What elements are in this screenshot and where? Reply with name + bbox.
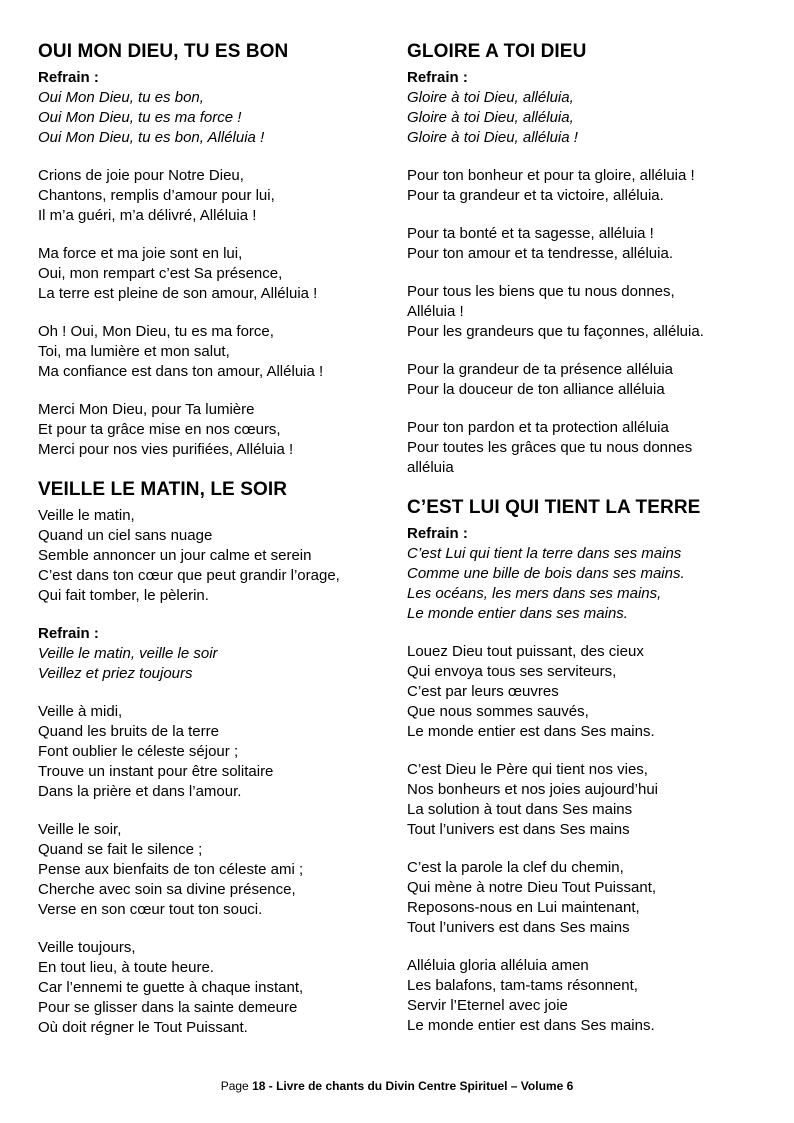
song [38, 478, 390, 1038]
lyric-line: Où doit régner le Tout Puissant. [38, 1019, 248, 1036]
lyric-line: alléluia [407, 459, 454, 476]
song-title: C’EST LUI QUI TIENT LA TERRE [407, 497, 701, 518]
footer-page-number: 18 [252, 1079, 266, 1093]
lyric-line: Alléluia gloria alléluia amen [407, 957, 589, 974]
song-title: GLOIRE A TOI DIEU [407, 41, 587, 62]
stanza [407, 956, 767, 1036]
refrain-label: Refrain : [38, 625, 99, 642]
refrain [407, 524, 767, 624]
lyric-line: Les balafons, tam-tams résonnent, [407, 977, 638, 994]
song [38, 40, 390, 460]
refrain-label: Refrain : [38, 69, 99, 86]
song [407, 40, 767, 478]
lyric-line: Pour ta bonté et ta sagesse, alléluia ! [407, 225, 654, 242]
lyric-line: Veillez et priez toujours [38, 665, 193, 682]
lyric-line: C’est Dieu le Père qui tient nos vies, [407, 761, 648, 778]
lyric-line: Trouve un instant pour être solitaire [38, 763, 274, 780]
stanza [407, 418, 767, 478]
lyric-line: Veille toujours, [38, 939, 136, 956]
footer-book-title: - Livre de chants du Divin Centre Spirituel – Volume 6 [265, 1079, 574, 1093]
stanza [407, 166, 767, 206]
lyric-line: Gloire à toi Dieu, alléluia, [407, 89, 574, 106]
lyric-line: Gloire à toi Dieu, alléluia, [407, 109, 574, 126]
lyric-line: Alléluia ! [407, 303, 464, 320]
lyric-line: Pour la grandeur de ta présence alléluia [407, 361, 674, 378]
lyric-line: Le monde entier est dans Ses mains. [407, 723, 655, 740]
lyric-line: Chantons, remplis d’amour pour lui, [38, 187, 275, 204]
lyric-line: Servir l’Eternel avec joie [407, 997, 568, 1014]
right-column [407, 40, 767, 1054]
footer-prefix: Page [220, 1079, 253, 1093]
stanza [38, 322, 390, 382]
lyric-line: Le monde entier est dans Ses mains. [407, 1017, 655, 1034]
lyric-line: Quand se fait le silence ; [38, 841, 203, 858]
lyric-line: Veille à midi, [38, 703, 123, 720]
lyric-line: Quand les bruits de la terre [38, 723, 219, 740]
lyric-line: C’est par leurs œuvres [407, 683, 559, 700]
lyric-line: Dans la prière et dans l’amour. [38, 783, 242, 800]
lyric-line: Verse en son cœur tout ton souci. [38, 901, 263, 918]
refrain-label: Refrain : [407, 69, 468, 86]
lyric-line: C’est la parole la clef du chemin, [407, 859, 624, 876]
lyric-line: Veille le matin, [38, 507, 135, 524]
lyric-line: Oui Mon Dieu, tu es bon, Alléluia ! [38, 129, 265, 146]
lyric-line: Merci pour nos vies purifiées, Alléluia ! [38, 441, 294, 458]
stanza [38, 244, 390, 304]
song-title: OUI MON DIEU, TU ES BON [38, 41, 289, 62]
lyric-line: C’est dans ton cœur que peut grandir l’orage, [38, 567, 340, 584]
stanza [38, 702, 390, 802]
stanza [407, 858, 767, 938]
lyric-line: Oui Mon Dieu, tu es ma force ! [38, 109, 242, 126]
lyric-line: Le monde entier dans ses mains. [407, 605, 628, 622]
lyric-line: Car l’ennemi te guette à chaque instant, [38, 979, 304, 996]
lyric-line: Pour ta grandeur et ta victoire, alléluia. [407, 187, 664, 204]
left-column [38, 40, 390, 1056]
lyric-line: Pour toutes les grâces que tu nous donnes [407, 439, 693, 456]
lyric-line: Pour ton pardon et ta protection alléluia [407, 419, 669, 436]
lyric-line: Comme une bille de bois dans ses mains. [407, 565, 685, 582]
lyric-line: Toi, ma lumière et mon salut, [38, 343, 230, 360]
stanza [38, 400, 390, 460]
stanza [407, 642, 767, 742]
lyric-line: Pour ton amour et ta tendresse, alléluia. [407, 245, 673, 262]
lyric-line: Que nous sommes sauvés, [407, 703, 589, 720]
stanza [38, 166, 390, 226]
lyric-line: Qui fait tomber, le pèlerin. [38, 587, 209, 604]
lyric-line: Qui mène à notre Dieu Tout Puissant, [407, 879, 657, 896]
lyric-line: Pour les grandeurs que tu façonnes, alléluia. [407, 323, 704, 340]
lyric-line: Tout l’univers est dans Ses mains [407, 919, 630, 936]
stanza [407, 282, 767, 342]
song-title: VEILLE LE MATIN, LE SOIR [38, 479, 288, 500]
page-footer [0, 1078, 794, 1094]
lyric-line: Ma confiance est dans ton amour, Alléluia ! [38, 363, 324, 380]
lyric-line: Pour la douceur de ton alliance alléluia [407, 381, 665, 398]
lyric-line: En tout lieu, à toute heure. [38, 959, 214, 976]
lyric-line: La solution à tout dans Ses mains [407, 801, 633, 818]
lyric-line: Oh ! Oui, Mon Dieu, tu es ma force, [38, 323, 274, 340]
stanza [38, 938, 390, 1038]
lyric-line: Reposons-nous en Lui maintenant, [407, 899, 640, 916]
song [407, 496, 767, 1036]
lyric-line: Crions de joie pour Notre Dieu, [38, 167, 244, 184]
stanza [38, 820, 390, 920]
lyric-line: Il m’a guéri, m’a délivré, Alléluia ! [38, 207, 257, 224]
refrain [407, 68, 767, 148]
stanza [407, 224, 767, 264]
lyric-line: Qui envoya tous ses serviteurs, [407, 663, 617, 680]
lyric-line: Veille le matin, veille le soir [38, 645, 218, 662]
lyric-line: Louez Dieu tout puissant, des cieux [407, 643, 644, 660]
lyric-line: Pour se glisser dans la sainte demeure [38, 999, 298, 1016]
lyric-line: Tout l’univers est dans Ses mains [407, 821, 630, 838]
lyric-line: Les océans, les mers dans ses mains, [407, 585, 662, 602]
lyric-line: Cherche avec soin sa divine présence, [38, 881, 296, 898]
lyric-line: Nos bonheurs et nos joies aujourd’hui [407, 781, 658, 798]
lyric-line: Pour ton bonheur et pour ta gloire, alléluia ! [407, 167, 695, 184]
refrain [38, 624, 390, 684]
lyric-line: Pense aux bienfaits de ton céleste ami ; [38, 861, 304, 878]
refrain-label: Refrain : [407, 525, 468, 542]
lyric-line: La terre est pleine de son amour, Alléluia ! [38, 285, 318, 302]
lyric-line: Et pour ta grâce mise en nos cœurs, [38, 421, 281, 438]
lyric-line: Ma force et ma joie sont en lui, [38, 245, 243, 262]
stanza [407, 360, 767, 400]
lyric-line: Oui Mon Dieu, tu es bon, [38, 89, 204, 106]
lyric-line: Oui, mon rempart c’est Sa présence, [38, 265, 283, 282]
lyric-line: Veille le soir, [38, 821, 122, 838]
refrain [38, 68, 390, 148]
lyric-line: Font oublier le céleste séjour ; [38, 743, 239, 760]
stanza [407, 760, 767, 840]
lyric-line: Merci Mon Dieu, pour Ta lumière [38, 401, 255, 418]
lyric-line: Pour tous les biens que tu nous donnes, [407, 283, 675, 300]
lyric-line: Semble annoncer un jour calme et serein [38, 547, 312, 564]
stanza [38, 506, 390, 606]
lyric-line: Quand un ciel sans nuage [38, 527, 213, 544]
lyric-line: Gloire à toi Dieu, alléluia ! [407, 129, 578, 146]
lyric-line: C’est Lui qui tient la terre dans ses mains [407, 545, 682, 562]
